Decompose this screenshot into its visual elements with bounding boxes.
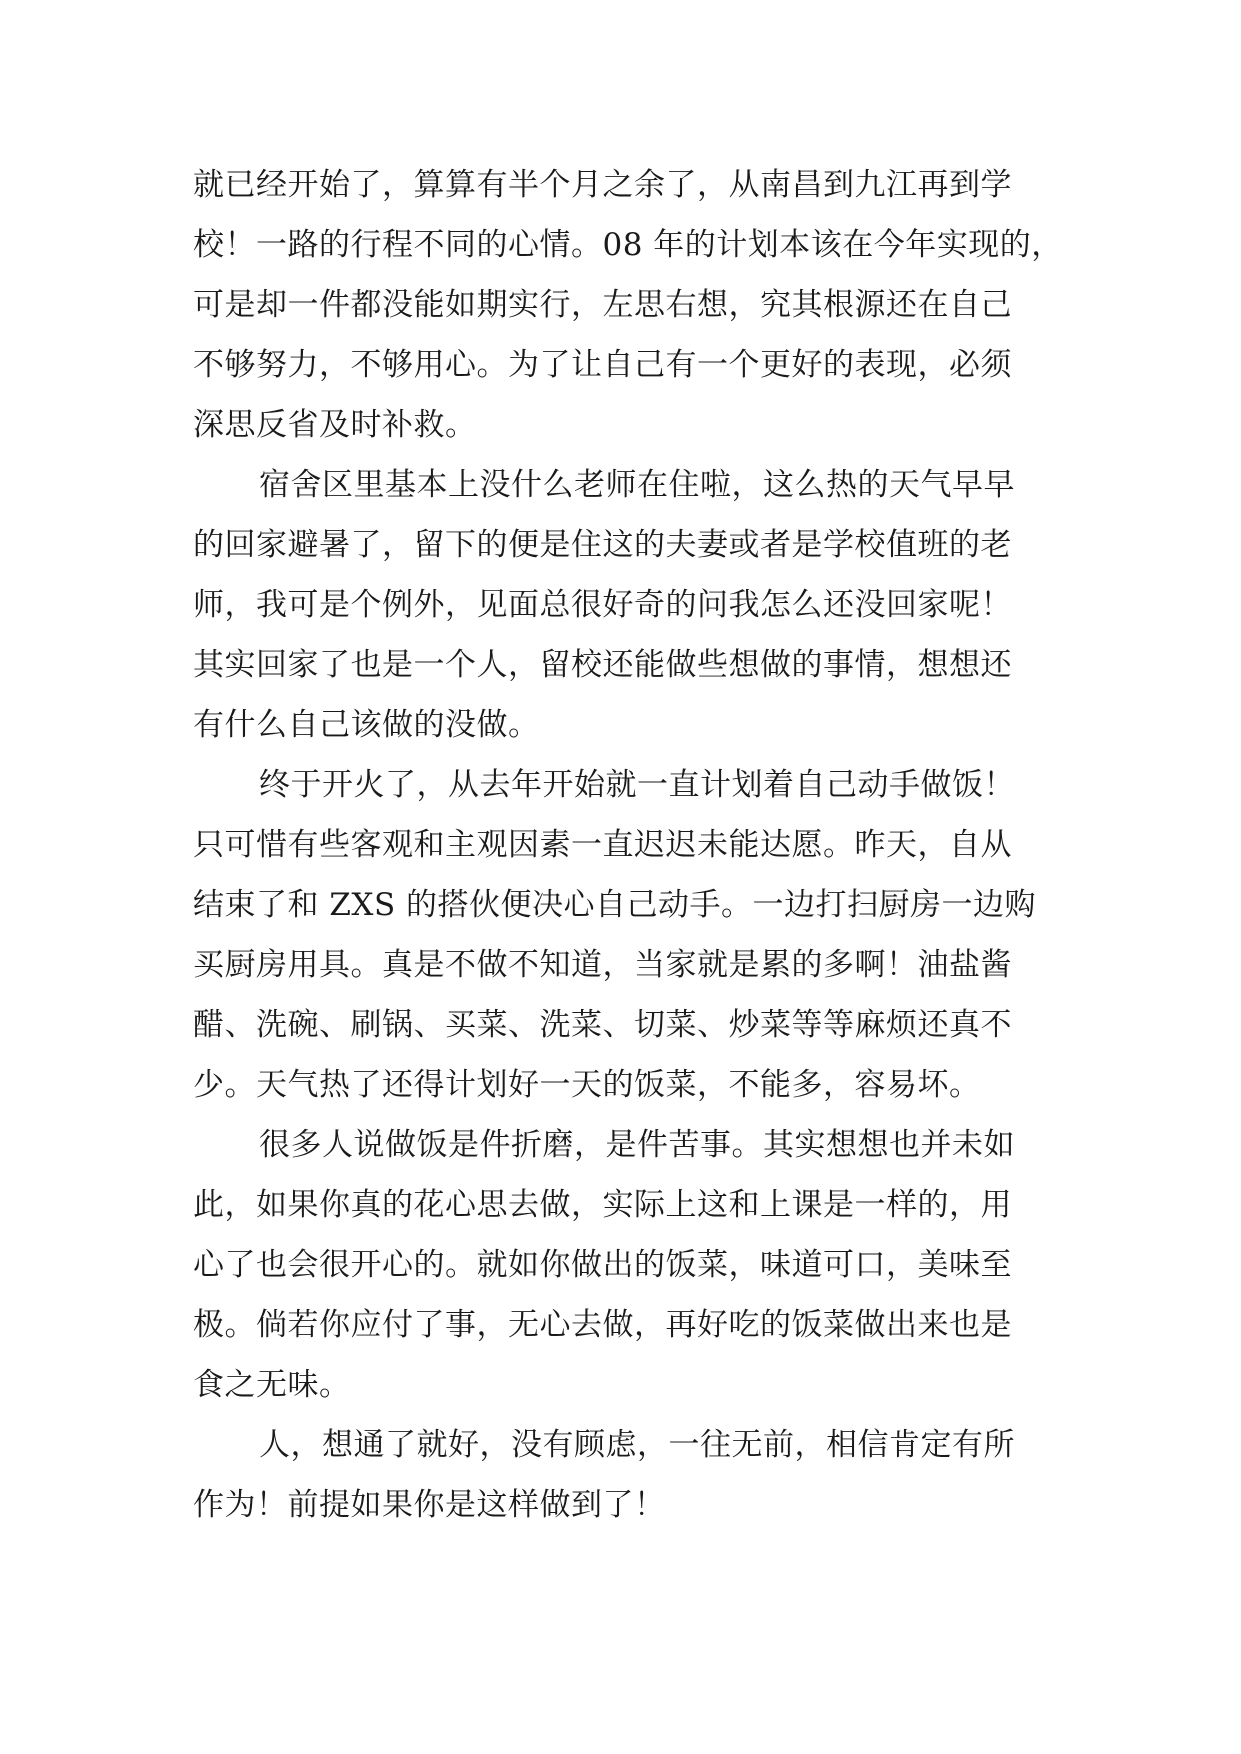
- text-line: 醋、洗碗、刷锅、买菜、洗菜、切菜、炒菜等等麻烦还真不: [193, 1007, 1012, 1043]
- text-line: 结束了和 ZXS 的搭伙便决心自己动手。一边打扫厨房一边购: [193, 887, 1037, 923]
- text-line: 深思反省及时补救。: [193, 407, 477, 443]
- paragraph-1: [193, 155, 1063, 455]
- paragraph-5: [193, 1415, 1063, 1535]
- text-line: 其实回家了也是一个人，留校还能做些想做的事情，想想还: [193, 647, 1012, 683]
- paragraph-4: [193, 1115, 1063, 1415]
- text-line: 校！一路的行程不同的心情。08 年的计划本该在今年实现的，: [193, 227, 1063, 263]
- text-line: 宿舍区里基本上没什么老师在住啦，这么热的天气早早: [259, 467, 1015, 503]
- paragraph-3: [193, 755, 1063, 1115]
- body-text: [193, 155, 1063, 1535]
- text-line: 很多人说做饭是件折磨，是件苦事。其实想想也并未如: [259, 1127, 1015, 1163]
- text-line: 少。天气热了还得计划好一天的饭菜，不能多，容易坏。: [193, 1067, 981, 1103]
- text-line: 极。倘若你应付了事，无心去做，再好吃的饭菜做出来也是: [193, 1307, 1012, 1343]
- text-line: 师，我可是个例外，见面总很好奇的问我怎么还没回家呢！: [193, 587, 1012, 623]
- text-line: 作为！前提如果你是这样做到了！: [193, 1487, 666, 1523]
- text-line: 此，如果你真的花心思去做，实际上这和上课是一样的，用: [193, 1187, 1012, 1223]
- text-line: 只可惜有些客观和主观因素一直迟迟未能达愿。昨天，自从: [193, 827, 1012, 863]
- text-line: 不够努力，不够用心。为了让自己有一个更好的表现，必须: [193, 347, 1012, 383]
- text-line: 终于开火了，从去年开始就一直计划着自己动手做饭！: [259, 767, 1015, 803]
- text-line: 买厨房用具。真是不做不知道，当家就是累的多啊！油盐酱: [193, 947, 1012, 983]
- text-line: 心了也会很开心的。就如你做出的饭菜，味道可口，美味至: [193, 1247, 1012, 1283]
- text-line: 食之无味。: [193, 1367, 351, 1403]
- text-line: 有什么自己该做的没做。: [193, 707, 540, 743]
- text-line: 可是却一件都没能如期实行，左思右想，究其根源还在自己: [193, 287, 1012, 323]
- text-line: 的回家避暑了，留下的便是住这的夫妻或者是学校值班的老: [193, 527, 1012, 563]
- text-line: 人，想通了就好，没有顾虑，一往无前，相信肯定有所: [259, 1427, 1015, 1463]
- text-line: 就已经开始了，算算有半个月之余了，从南昌到九江再到学: [193, 167, 1012, 203]
- paragraph-2: [193, 455, 1063, 755]
